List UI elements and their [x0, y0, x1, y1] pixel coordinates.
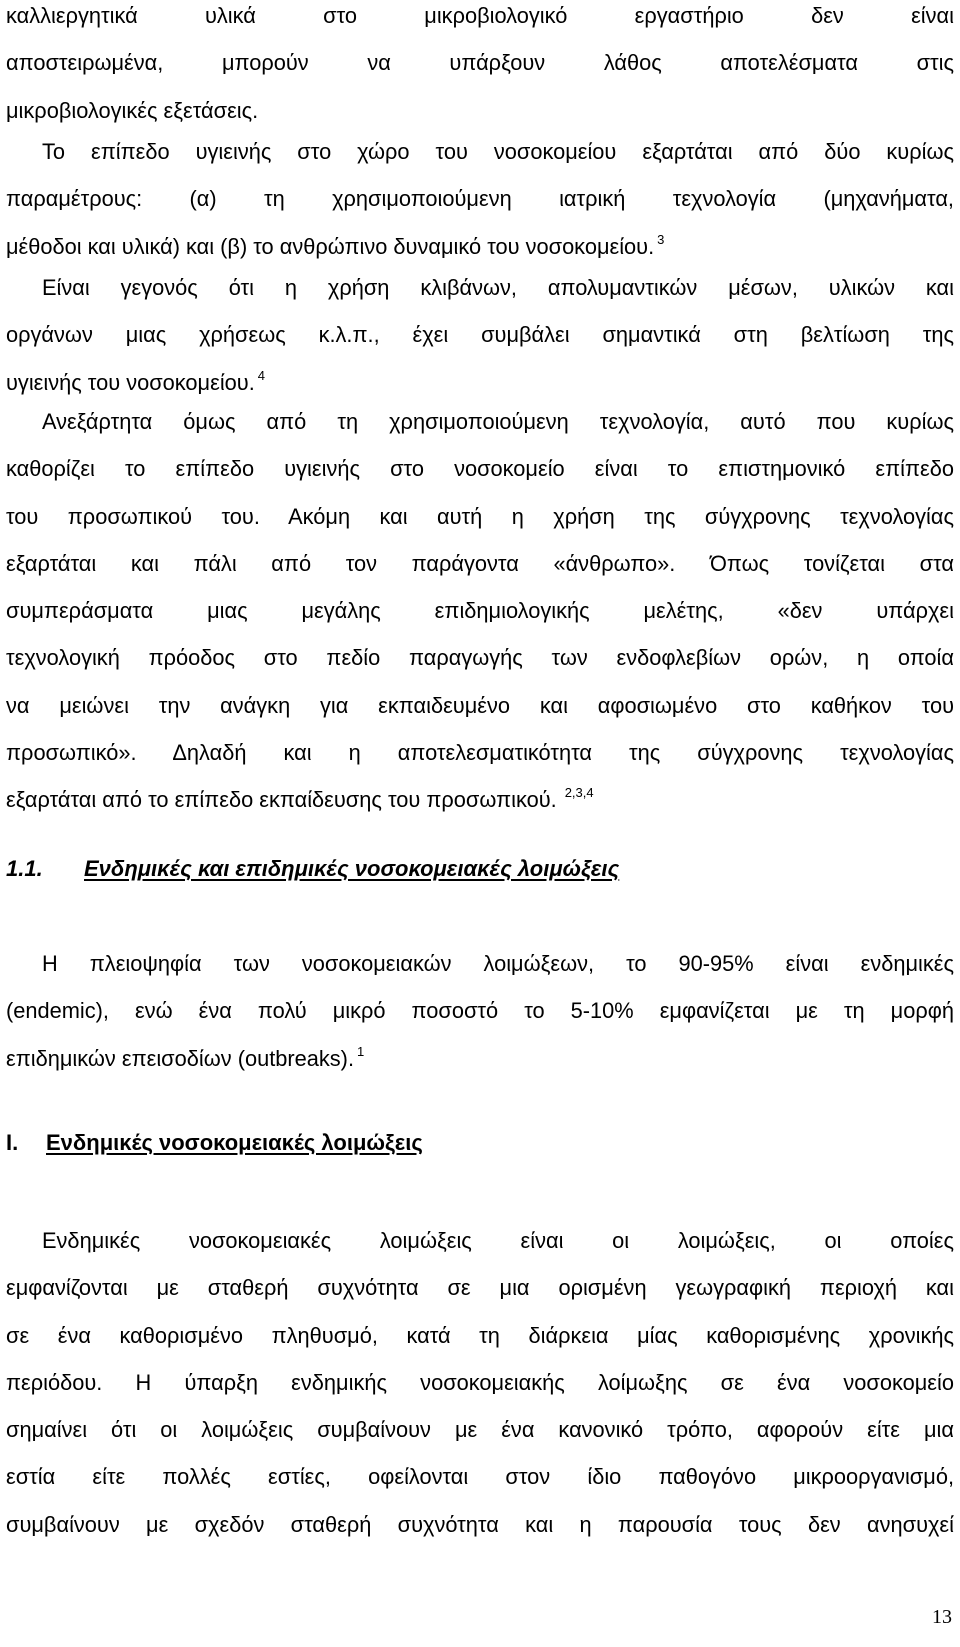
- text-line: συμπεράσματα μιας μεγάλης επιδημιολογικής μελέτης, «δεν υπάρχει: [6, 598, 954, 624]
- text-line: τεχνολογική πρόοδος στο πεδίο παραγωγής των ενδοφλεβίων ορών, η οποία: [6, 645, 954, 671]
- text-line: σε ένα καθορισμένο πληθυσμό, κατά τη διάρκεια μίας καθορισμένης χρονικής: [6, 1322, 954, 1348]
- reference-superscript: 3: [657, 231, 665, 247]
- text-line-content: επιδημικών επεισοδίων (outbreaks).: [6, 1045, 354, 1071]
- paragraph-sterilization: [6, 264, 954, 406]
- text-line: συμβαίνουν με σχεδόν σταθερή συχνότητα και η παρουσία τους δεν ανησυχεί: [6, 1511, 954, 1537]
- text-line-content: μέθοδοι και υλικά) και (β) το ανθρώπινο δυναμικό του νοσοκομείου.: [6, 233, 655, 259]
- paragraph-hygiene-parameters: [6, 128, 954, 270]
- text-line: εστία είτε πολλές εστίες, οφείλονται στον ίδιο παθογόνο μικροοργανισμό,: [6, 1464, 954, 1490]
- text-line: Είναι γεγονός ότι η χρήση κλιβάνων, απολυμαντικών μέσων, υλικών και: [42, 275, 954, 300]
- page-number: 13: [932, 1606, 952, 1628]
- text-line: Η πλειοψηφία των νοσοκομειακών λοιμώξεων, το 90-95% είναι ενδημικές: [42, 951, 954, 976]
- reference-superscript: 1: [357, 1043, 365, 1059]
- text-line: [6, 223, 954, 270]
- text-line: (endemic), ενώ ένα πολύ μικρό ποσοστό το 5-10% εμφανίζεται με τη μορφή: [6, 998, 954, 1024]
- paragraph-endemic-definition: [6, 1217, 954, 1548]
- section-number: 1.1.: [6, 856, 43, 881]
- subsection-heading: [6, 1130, 423, 1156]
- text-line: καθορίζει το επίπεδο υγιεινής στο νοσοκομείο είναι το επιστημονικό επίπεδο: [6, 456, 954, 482]
- text-line-content: εξαρτάται από το επίπεδο εκπαίδευσης του προσωπικού.: [6, 787, 557, 813]
- text-line: εμφανίζονται με σταθερή συχνότητα σε μια ορισμένη γεωγραφική περιοχή και: [6, 1275, 954, 1301]
- subsection-title: Ενδημικές νοσοκομειακές λοιμώξεις: [46, 1130, 423, 1155]
- subsection-number: I.: [6, 1130, 19, 1155]
- section-title: Ενδημικές και επιδημικές νοσοκομειακές λοιμώξεις: [84, 856, 620, 881]
- reference-superscript: 2,3,4: [564, 785, 594, 801]
- text-line: [6, 1035, 954, 1082]
- text-line: του προσωπικού του. Ακόμη και αυτή η χρήση της σύγχρονης τεχνολογίας: [6, 503, 954, 529]
- text-line: οργάνων μιας χρήσεως κ.λ.π., έχει συμβάλει σημαντικά στη βελτίωση της: [6, 322, 954, 348]
- text-line: να μειώνει την ανάγκη για εκπαιδευμένο και αφοσιωμένο στο καθήκον του: [6, 692, 954, 718]
- text-line: εξαρτάται και πάλι από τον παράγοντα «άνθρωπο». Όπως τονίζεται στα: [6, 550, 954, 576]
- text-line: αποστειρωμένα, μπορούν να υπάρξουν λάθος αποτελέσματα στις: [6, 50, 954, 76]
- paragraph-staff-level: [6, 398, 954, 824]
- text-line: παραμέτρους: (α) τη χρησιμοποιούμενη ιατρική τεχνολογία (μηχανήματα,: [6, 186, 954, 212]
- text-line: σημαίνει ότι οι λοιμώξεις συμβαίνουν με ένα κανονικό τρόπο, αφορούν είτε μια: [6, 1417, 954, 1443]
- text-line: [6, 776, 954, 823]
- text-line: προσωπικό». Δηλαδή και η αποτελεσματικότητα της σύγχρονης τεχνολογίας: [6, 740, 954, 766]
- paragraph-endemic-majority: [6, 940, 954, 1082]
- text-line-content: υγιεινής του νοσοκομείου.: [6, 369, 255, 395]
- text-line: μικροβιολογικές εξετάσεις.: [6, 97, 259, 123]
- text-line: καλλιεργητικά υλικά στο μικροβιολογικό εργαστήριο δεν είναι: [6, 3, 954, 28]
- text-line: Ανεξάρτητα όμως από τη χρησιμοποιούμενη τεχνολογία, αυτό που κυρίως: [42, 409, 954, 434]
- paragraph-continuation: [6, 0, 954, 134]
- text-line: περιόδου. Η ύπαρξη ενδημικής νοσοκομειακής λοίμωξης σε ένα νοσοκομείο: [6, 1369, 954, 1395]
- text-line: Το επίπεδο υγιεινής στο χώρο του νοσοκομείου εξαρτάται από δύο κυρίως: [42, 139, 954, 164]
- text-line: Ενδημικές νοσοκομειακές λοιμώξεις είναι οι λοιμώξεις, οι οποίες: [42, 1228, 954, 1253]
- section-heading: [6, 856, 619, 882]
- reference-superscript: 4: [257, 367, 266, 383]
